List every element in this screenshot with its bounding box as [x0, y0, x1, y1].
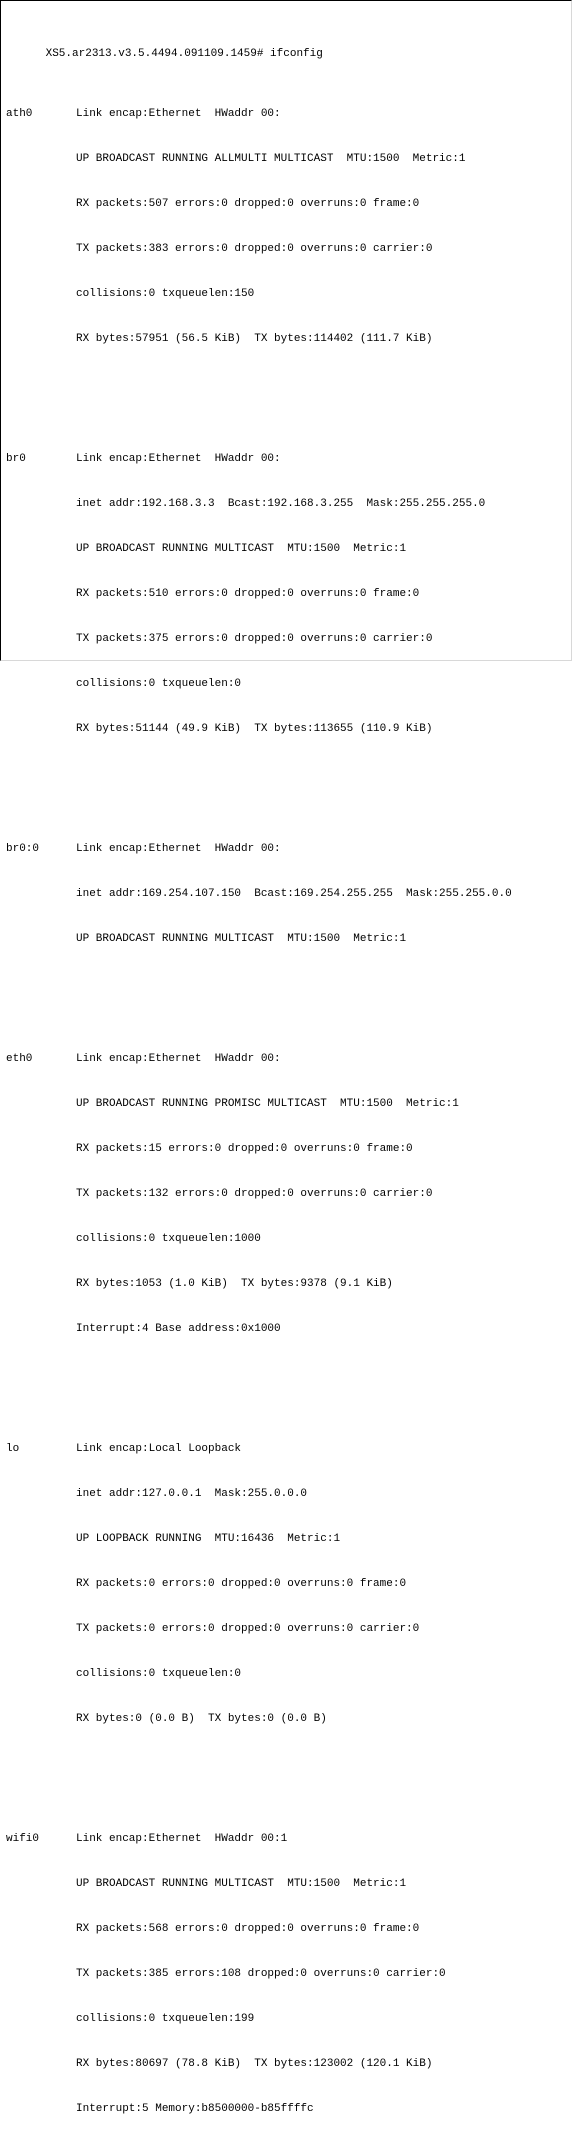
interface-line: [6, 1577, 571, 1592]
interface-line: [6, 1622, 571, 1637]
interface-line: [6, 152, 571, 167]
interface-line: [6, 1097, 571, 1112]
interface-detail: Interrupt:5 Memory:b8500000-b85ffffc: [76, 2103, 314, 2115]
interface-detail: inet addr:127.0.0.1 Mask:255.0.0.0: [76, 1488, 308, 1500]
interface-detail: RX bytes:1053 (1.0 KiB) TX bytes:9378 (9.1 KiB): [76, 1278, 393, 1290]
interface-line: [6, 242, 571, 257]
interface-line: [6, 542, 571, 557]
interface-detail: Interrupt:4 Base address:0x1000: [76, 1323, 281, 1335]
interface-detail: Link encap:Ethernet HWaddr 00:1: [76, 1833, 288, 1845]
interface-line: [6, 287, 571, 302]
interface-detail: TX packets:385 errors:108 dropped:0 overruns:0 carrier:0: [76, 1968, 446, 1980]
blank-line: [6, 1367, 571, 1382]
interface-name: br0:0: [6, 843, 40, 855]
interface-name: ath0: [6, 108, 33, 120]
interface-line: [6, 1232, 571, 1247]
terminal-output[interactable]: [6, 2, 571, 2115]
interface-detail: collisions:0 txqueuelen:0: [76, 1668, 242, 1680]
interface-line: [6, 1832, 571, 1847]
interface-detail: Link encap:Local Loopback: [76, 1443, 242, 1455]
interface-detail: collisions:0 txqueuelen:0: [76, 678, 242, 690]
interface-line: [6, 587, 571, 602]
interface-detail: TX packets:375 errors:0 dropped:0 overruns:0 carrier:0: [76, 633, 433, 645]
interface-line: [6, 2012, 571, 2027]
interface-detail: UP BROADCAST RUNNING MULTICAST MTU:1500 Metric:1: [76, 1878, 407, 1890]
blank-line: [6, 767, 571, 782]
interface-line: [6, 1277, 571, 1292]
interface-detail: UP BROADCAST RUNNING ALLMULTI MULTICAST MTU:1500 Metric:1: [76, 153, 466, 165]
blank-line: [6, 1757, 571, 1772]
interface-detail: RX packets:510 errors:0 dropped:0 overruns:0 frame:0: [76, 588, 420, 600]
interface-line: [6, 887, 571, 902]
interface-detail: UP BROADCAST RUNNING PROMISC MULTICAST MTU:1500 Metric:1: [76, 1098, 459, 1110]
interface-detail: collisions:0 txqueuelen:1000: [76, 1233, 261, 1245]
interface-detail: RX packets:0 errors:0 dropped:0 overruns:0 frame:0: [76, 1578, 407, 1590]
interface-name: eth0: [6, 1053, 33, 1065]
interface-line: [6, 632, 571, 647]
interface-line: [6, 197, 571, 212]
interface-line: [6, 1667, 571, 1682]
interface-detail: RX packets:507 errors:0 dropped:0 overruns:0 frame:0: [76, 198, 420, 210]
interface-detail: Link encap:Ethernet HWaddr 00:: [76, 843, 281, 855]
interface-line: [6, 1877, 571, 1892]
interface-line: [6, 1532, 571, 1547]
interface-detail: RX packets:568 errors:0 dropped:0 overruns:0 frame:0: [76, 1923, 420, 1935]
interface-detail: TX packets:383 errors:0 dropped:0 overruns:0 carrier:0: [76, 243, 433, 255]
interface-name: br0: [6, 453, 26, 465]
interface-detail: UP BROADCAST RUNNING MULTICAST MTU:1500 Metric:1: [76, 933, 407, 945]
interface-detail: inet addr:192.168.3.3 Bcast:192.168.3.255 Mask:255.255.255.0: [76, 498, 486, 510]
interface-detail: Link encap:Ethernet HWaddr 00:: [76, 453, 281, 465]
interface-detail: RX bytes:57951 (56.5 KiB) TX bytes:114402 (111.7 KiB): [76, 333, 433, 345]
interface-detail: collisions:0 txqueuelen:150: [76, 288, 255, 300]
interface-detail: RX bytes:80697 (78.8 KiB) TX bytes:123002 (120.1 KiB): [76, 2058, 433, 2070]
interface-line: [6, 2057, 571, 2072]
interface-line: [6, 107, 571, 122]
terminal-prompt-line: [6, 32, 571, 60]
interface-line: [6, 497, 571, 512]
interface-line: [6, 1187, 571, 1202]
interface-name: wifi0: [6, 1833, 40, 1845]
interface-line: [6, 932, 571, 947]
interface-line: [6, 332, 571, 347]
interface-line: [6, 1487, 571, 1502]
interface-line: [6, 452, 571, 467]
interface-name: lo: [6, 1443, 20, 1455]
interface-detail: Link encap:Ethernet HWaddr 00:: [76, 108, 281, 120]
interface-line: [6, 1712, 571, 1727]
interface-line: [6, 1922, 571, 1937]
interface-detail: RX bytes:0 (0.0 B) TX bytes:0 (0.0 B): [76, 1713, 327, 1725]
interface-line: [6, 2102, 571, 2117]
command-prompt: XS5.ar2313.v3.5.4494.091109.1459# ifconfig: [45, 48, 323, 60]
interface-detail: RX packets:15 errors:0 dropped:0 overruns:0 frame:0: [76, 1143, 413, 1155]
interface-line: [6, 1967, 571, 1982]
interface-detail: TX packets:132 errors:0 dropped:0 overruns:0 carrier:0: [76, 1188, 433, 1200]
interface-line: [6, 1322, 571, 1337]
blank-line: [6, 377, 571, 392]
interface-detail: UP LOOPBACK RUNNING MTU:16436 Metric:1: [76, 1533, 341, 1545]
interface-line: [6, 677, 571, 692]
interface-detail: UP BROADCAST RUNNING MULTICAST MTU:1500 Metric:1: [76, 543, 407, 555]
interface-line: [6, 1052, 571, 1067]
interface-line: [6, 1142, 571, 1157]
blank-line: [6, 977, 571, 992]
interface-detail: TX packets:0 errors:0 dropped:0 overruns:0 carrier:0: [76, 1623, 420, 1635]
interface-detail: inet addr:169.254.107.150 Bcast:169.254.255.255 Mask:255.255.0.0: [76, 888, 512, 900]
interface-detail: Link encap:Ethernet HWaddr 00:: [76, 1053, 281, 1065]
interface-detail: RX bytes:51144 (49.9 KiB) TX bytes:113655 (110.9 KiB): [76, 723, 433, 735]
interface-line: [6, 1442, 571, 1457]
interface-line: [6, 722, 571, 737]
interface-line: [6, 842, 571, 857]
interface-detail: collisions:0 txqueuelen:199: [76, 2013, 255, 2025]
